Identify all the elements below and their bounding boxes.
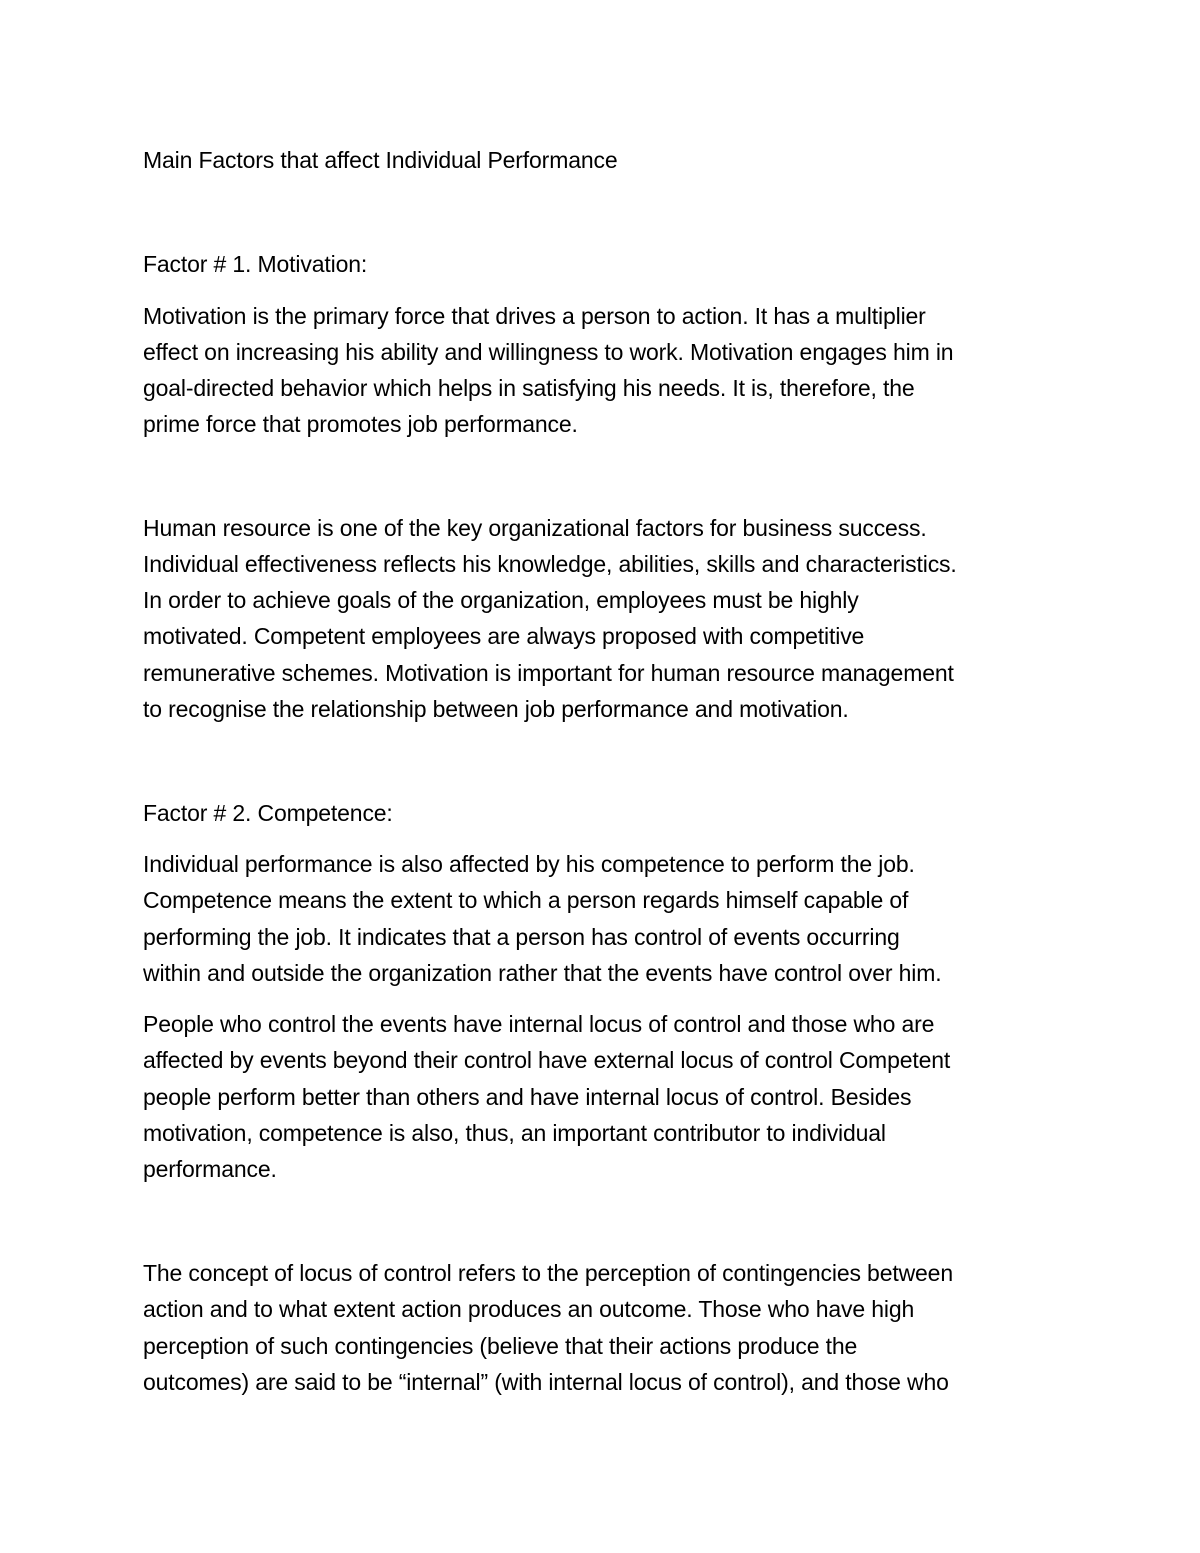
- text-line: Human resource is one of the key organizational factors for business success.: [143, 515, 927, 541]
- text-line: action and to what extent action produces an outcome. Those who have high: [143, 1296, 915, 1322]
- text-line: In order to achieve goals of the organization, employees must be highly: [143, 587, 859, 613]
- factor-2-heading: Factor # 2. Competence:: [143, 800, 393, 826]
- text-line: Individual effectiveness reflects his knowledge, abilities, skills and characteristics.: [143, 551, 957, 577]
- text-line: to recognise the relationship between job performance and motivation.: [143, 696, 849, 722]
- text-line: people perform better than others and have internal locus of control. Besides: [143, 1084, 912, 1110]
- text-line: performing the job. It indicates that a person has control of events occurring: [143, 924, 900, 950]
- text-line: People who control the events have internal locus of control and those who are: [143, 1011, 935, 1037]
- text-line: effect on increasing his ability and willingness to work. Motivation engages him in: [143, 339, 954, 365]
- text-line: Motivation is the primary force that drives a person to action. It has a multiplier: [143, 303, 926, 329]
- document-title: Main Factors that affect Individual Performance: [143, 147, 618, 173]
- text-line: motivated. Competent employees are always proposed with competitive: [143, 623, 865, 649]
- text-line: prime force that promotes job performance.: [143, 411, 578, 437]
- text-line: outcomes) are said to be “internal” (with internal locus of control), and those who: [143, 1369, 949, 1395]
- text-line: performance.: [143, 1156, 277, 1182]
- text-line: affected by events beyond their control have external locus of control Competent: [143, 1047, 951, 1073]
- text-line: perception of such contingencies (believe that their actions produce the: [143, 1333, 858, 1359]
- text-line: Competence means the extent to which a person regards himself capable of: [143, 887, 909, 913]
- text-line: The concept of locus of control refers to the perception of contingencies between: [143, 1260, 953, 1286]
- text-line: within and outside the organization rather that the events have control over him.: [143, 960, 942, 986]
- text-line: Individual performance is also affected by his competence to perform the job.: [143, 851, 915, 877]
- text-line: goal-directed behavior which helps in satisfying his needs. It is, therefore, the: [143, 375, 915, 401]
- factor-1-heading: Factor # 1. Motivation:: [143, 251, 368, 277]
- text-line: motivation, competence is also, thus, an important contributor to individual: [143, 1120, 886, 1146]
- text-line: remunerative schemes. Motivation is important for human resource management: [143, 660, 954, 686]
